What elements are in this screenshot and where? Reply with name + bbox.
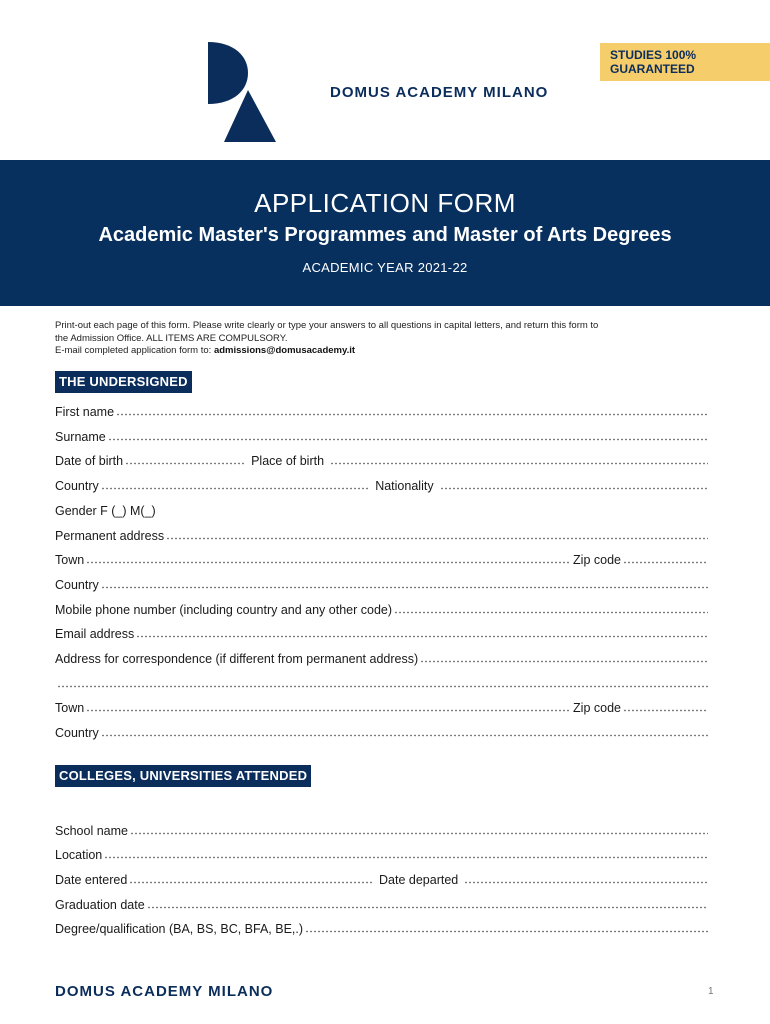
instructions (55, 320, 735, 358)
badge-line-1: STUDIES 100% (610, 48, 697, 62)
gender-field[interactable] (55, 502, 710, 518)
country-label-3: Country (55, 726, 99, 740)
town-label-2: Town (55, 701, 85, 715)
surname-field[interactable] (55, 428, 710, 444)
email-prefix: E-mail completed application form to: (55, 345, 214, 356)
title-banner (0, 160, 770, 306)
location-field[interactable] (55, 846, 710, 862)
first-name-field[interactable] (55, 403, 710, 419)
town-zip-field-2[interactable] (55, 699, 710, 715)
permanent-address-field[interactable] (55, 527, 710, 543)
nationality-label: Nationality (375, 479, 434, 493)
section-heading-colleges: COLLEGES, UNIVERSITIES ATTENDED (55, 765, 311, 787)
country-label: Country (55, 479, 99, 493)
country-field-3[interactable] (55, 724, 710, 740)
instruction-line-2: the Admission Office. ALL ITEMS ARE COMPULSORY. (55, 332, 288, 344)
first-name-line[interactable] (116, 413, 708, 416)
instruction-line-1: Print-out each page of this form. Please write clearly or type your answers to all questions in capital letters, and return this form to (55, 320, 599, 331)
permanent-address-label: Permanent address (55, 529, 165, 543)
location-line[interactable] (104, 856, 708, 859)
date-entered-line[interactable] (129, 881, 373, 884)
school-name-label: School name (55, 824, 128, 838)
mobile-line[interactable] (394, 611, 708, 614)
zip-code-label: Zip code (573, 553, 621, 567)
studies-guaranteed-badge (600, 43, 770, 81)
surname-line[interactable] (108, 438, 708, 441)
country-line[interactable] (101, 487, 369, 490)
section-heading-undersigned: THE UNDERSIGNED (55, 371, 192, 393)
graduation-date-field[interactable] (55, 896, 710, 912)
town-label: Town (55, 553, 85, 567)
zip-code-line-2[interactable] (623, 709, 708, 712)
correspondence-continuation-field[interactable] (55, 675, 710, 691)
footer-brand-name: DOMUS ACADEMY MILANO (55, 983, 274, 1000)
degree-line[interactable] (305, 930, 708, 933)
school-name-field[interactable] (55, 822, 710, 838)
town-line-2[interactable] (86, 709, 571, 712)
date-entered-label: Date entered (55, 873, 128, 887)
permanent-address-line[interactable] (166, 537, 708, 540)
form-subtitle: Academic Master's Programmes and Master of Arts Degrees (98, 224, 672, 246)
town-zip-field[interactable] (55, 551, 710, 567)
brand-name: DOMUS ACADEMY MILANO (330, 84, 549, 101)
degree-label: Degree/qualification (BA, BS, BC, BFA, BE,.) (55, 922, 304, 936)
badge-line-2: GUARANTEED (610, 62, 695, 76)
mobile-label: Mobile phone number (including country and any other code) (55, 603, 393, 617)
country-field-2[interactable] (55, 576, 710, 592)
school-name-line[interactable] (130, 832, 708, 835)
email-field[interactable] (55, 625, 710, 641)
country-line-3[interactable] (101, 734, 708, 737)
instruction-line-3 (55, 345, 735, 358)
graduation-date-label: Graduation date (55, 898, 145, 912)
admissions-email-link[interactable]: admissions@domusacademy.it (213, 345, 356, 356)
graduation-date-line[interactable] (147, 906, 708, 909)
gender-label[interactable]: Gender F (_) M(_) (55, 504, 156, 518)
zip-code-label-2: Zip code (573, 701, 621, 715)
country-line-2[interactable] (101, 586, 708, 589)
birth-field[interactable] (55, 452, 710, 468)
place-of-birth-label: Place of birth (251, 454, 325, 468)
mobile-field[interactable] (55, 601, 710, 617)
location-label: Location (55, 848, 103, 862)
correspondence-line[interactable] (420, 660, 708, 663)
date-of-birth-label: Date of birth (55, 454, 124, 468)
correspondence-line-2[interactable] (57, 685, 708, 688)
page-number: 1 (708, 986, 714, 997)
zip-code-line[interactable] (623, 561, 708, 564)
correspondence-label: Address for correspondence (if different from permanent address) (55, 652, 419, 666)
form-title: APPLICATION FORM (254, 188, 516, 218)
date-departed-line[interactable] (464, 881, 708, 884)
country-nationality-field[interactable] (55, 477, 710, 493)
degree-field[interactable] (55, 920, 710, 936)
email-address-label: Email address (55, 627, 135, 641)
nationality-line[interactable] (440, 487, 708, 490)
date-departed-label: Date departed (379, 873, 459, 887)
domus-logo-icon (204, 42, 278, 144)
correspondence-address-field[interactable] (55, 650, 710, 666)
academic-year: ACADEMIC YEAR 2021-22 (302, 260, 468, 275)
email-address-line[interactable] (136, 635, 708, 638)
date-of-birth-line[interactable] (125, 462, 245, 465)
place-of-birth-line[interactable] (330, 462, 708, 465)
country-label-2: Country (55, 578, 99, 592)
town-line[interactable] (86, 561, 571, 564)
first-name-label: First name (55, 405, 115, 419)
dates-field[interactable] (55, 871, 710, 887)
surname-label: Surname (55, 430, 106, 444)
